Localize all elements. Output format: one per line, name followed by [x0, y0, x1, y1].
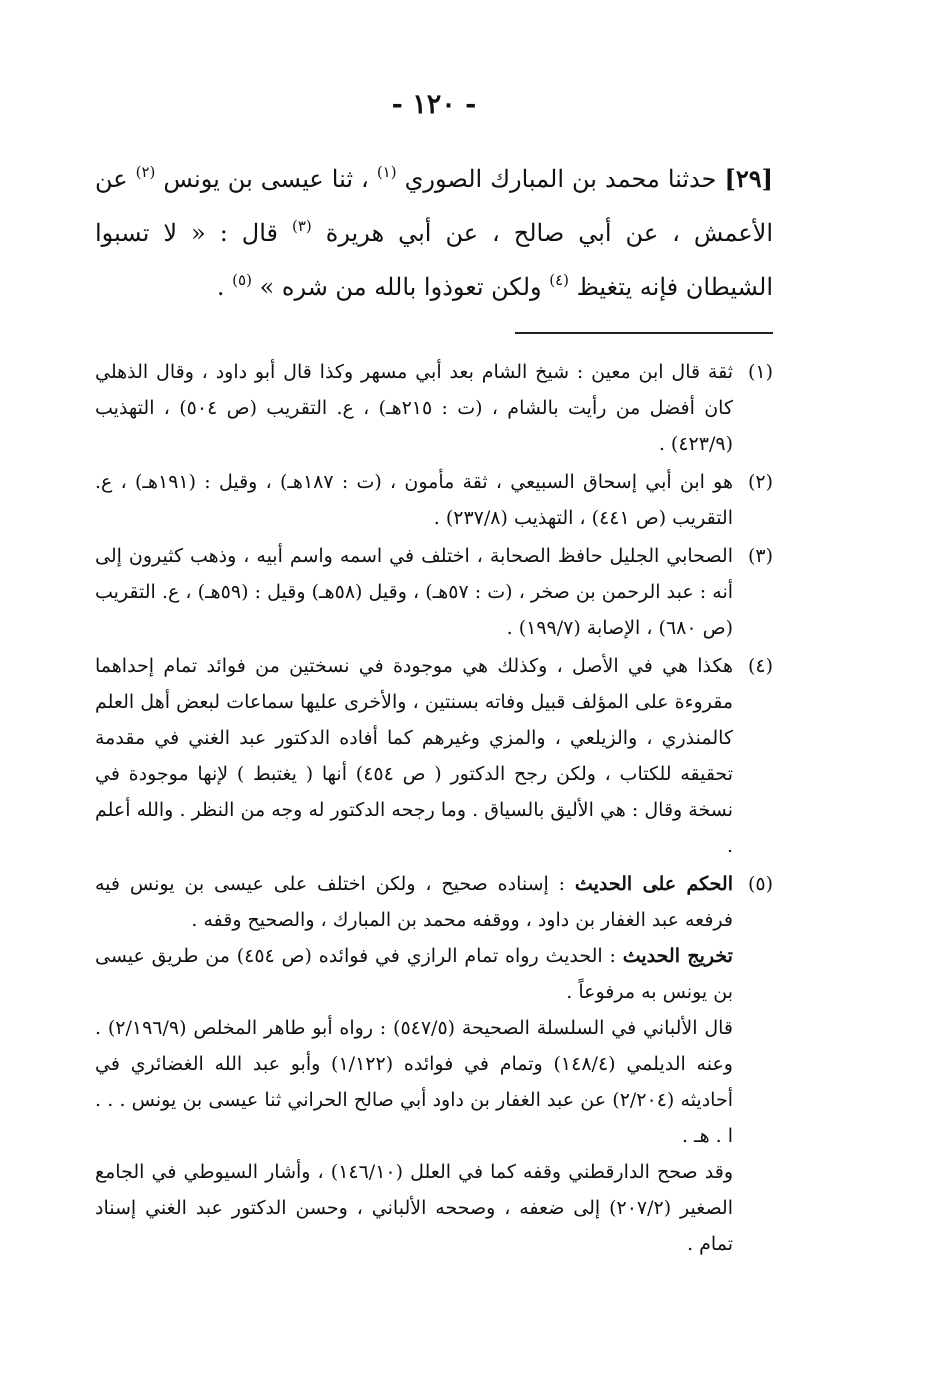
- hadith-takhrij: [95, 938, 733, 1010]
- page-number: - ١٢٠ -: [391, 89, 477, 120]
- footnote-text: الصحابي الجليل حافظ الصحابة ، اختلف في اسمه واسم أبيه ، وذهب كثيرون إلى أنه : عبد الرحمن بن صخر ، (ت : ٥٧هـ) ، وقيل (٥٨هـ) وقيل : (٥٩هـ) ، ع. التقريب (ص ٦٨٠) ، الإصابة (١٩٩/٧) .: [95, 545, 734, 639]
- daraqutni-note: وقد صحح الدارقطني وقفه كما في العلل (١٤٦/١٠) ، وأشار السيوطي في الجامع الصغير (٢٠٧/٢) إلى ضعفه ، وصححه الألباني ، وحسن الدكتور عبد الغني إسناد تمام .: [95, 1161, 733, 1255]
- footnote-ref-5[interactable]: (٥): [232, 271, 252, 289]
- hadith-segment: قال : « لا تسبوا الشيطان فإنه يتغيظ: [95, 219, 773, 301]
- footnote-4: [95, 648, 773, 864]
- footnote-2: [95, 464, 773, 536]
- footnote-number: (٢): [747, 471, 773, 493]
- footnote-ref-3[interactable]: (٣): [291, 217, 312, 235]
- footnote-text: ثقة قال ابن معين : شيخ الشام بعد أبي مسهر وكذا قال أبو داود ، وقال الذهلي كان أفضل من رأيت بالشام ، (ت : ٢١٥هـ) ، ع. التقريب (ص ٥٠٤) ، التهذيب (٤٢٣/٩) .: [95, 361, 733, 455]
- hadith-number: [٢٩]: [724, 164, 774, 193]
- hadith-segment: .: [216, 273, 233, 301]
- hadith-text: [95, 152, 773, 314]
- takhrij-text: : الحديث رواه تمام الرازي في فوائده (ص ٤٥٤) من طريق عيسى بن يونس به مرفوعاً .: [95, 945, 733, 1003]
- footnote-ref-4[interactable]: (٤): [549, 271, 569, 289]
- hadith-segment: ولكن تعوذوا بالله من شره »: [251, 273, 550, 301]
- footnote-5: [95, 866, 773, 1262]
- footnote-text: هكذا هي في الأصل ، وكذلك هي موجودة في نسختين من فوائد تمام إحداهما مقروءة على المؤلف قبيل وفاته بسنتين ، والأخرى عليها سماعات لبعض أهل العلم كالمنذري ، والزيلعي ، والمزي وغيرهم كما أفاده الدكتور عبد الغني في مقدمة تحقيقه للكتاب ، ولكن رجح الدكتور ( ص ٤٥٤) أنها ( يغتبط ) لإنها موجودة في نسخة وقال : هي الأليق بالسياق . وما رجحه الدكتور له وجه من النظر . والله أعلم .: [95, 655, 733, 857]
- hadith-segment: ، ثنا عيسى بن يونس: [155, 165, 377, 193]
- albani-quote: قال الألباني في السلسلة الصحيحة (٥٤٧/٥) : رواه أبو طاهر المخلص (٢/١٩٦/٩) . وعنه الديلمي (١٤٨/٤) وتمام في فوائده (١/١٢٢) وأبو عبد الله الغضائري في أحاديثه (٢/٢٠٤) عن عبد الغفار بن داود أبي صالح الحراني ثنا عيسى بن يونس . . . ا . هـ .: [95, 1017, 733, 1147]
- footnote-1: [95, 354, 773, 462]
- footnote-number: (٤): [747, 655, 773, 677]
- hadith-ruling: [95, 866, 733, 938]
- footnotes: [95, 354, 773, 1262]
- hadith-segment: عن الأعمش ، عن أبي صالح ، عن أبي هريرة: [95, 165, 773, 247]
- footnote-text: [95, 866, 733, 1262]
- footnote-ref-2[interactable]: (٢): [135, 163, 156, 181]
- takhrij-label: تخريج الحديث: [622, 945, 733, 967]
- footnote-number: (٣): [747, 545, 773, 567]
- footnote-separator: [515, 332, 773, 334]
- hadith-segment: حدثنا محمد بن المبارك الصوري: [396, 165, 725, 193]
- footnote-text: هو ابن أبي إسحاق السبيعي ، ثقة مأمون ، (ت : ١٨٧هـ) ، وقيل : (١٩١هـ) ، ع. التقريب (ص ٤٤١) ، التهذيب (٢٣٧/٨) .: [95, 471, 734, 529]
- footnote-ref-1[interactable]: (١): [376, 163, 397, 181]
- footnote-number: (١): [747, 361, 773, 383]
- footnote-number: (٥): [747, 873, 773, 895]
- ruling-text: : إسناده صحيح ، ولكن اختلف على عيسى بن يونس فيه فرفعه عبد الغفار بن داود ، ووقفه محمد بن المبارك ، والصحيح وقفه .: [95, 873, 733, 931]
- footnote-3: [95, 538, 773, 646]
- ruling-label: الحكم على الحديث: [574, 873, 733, 895]
